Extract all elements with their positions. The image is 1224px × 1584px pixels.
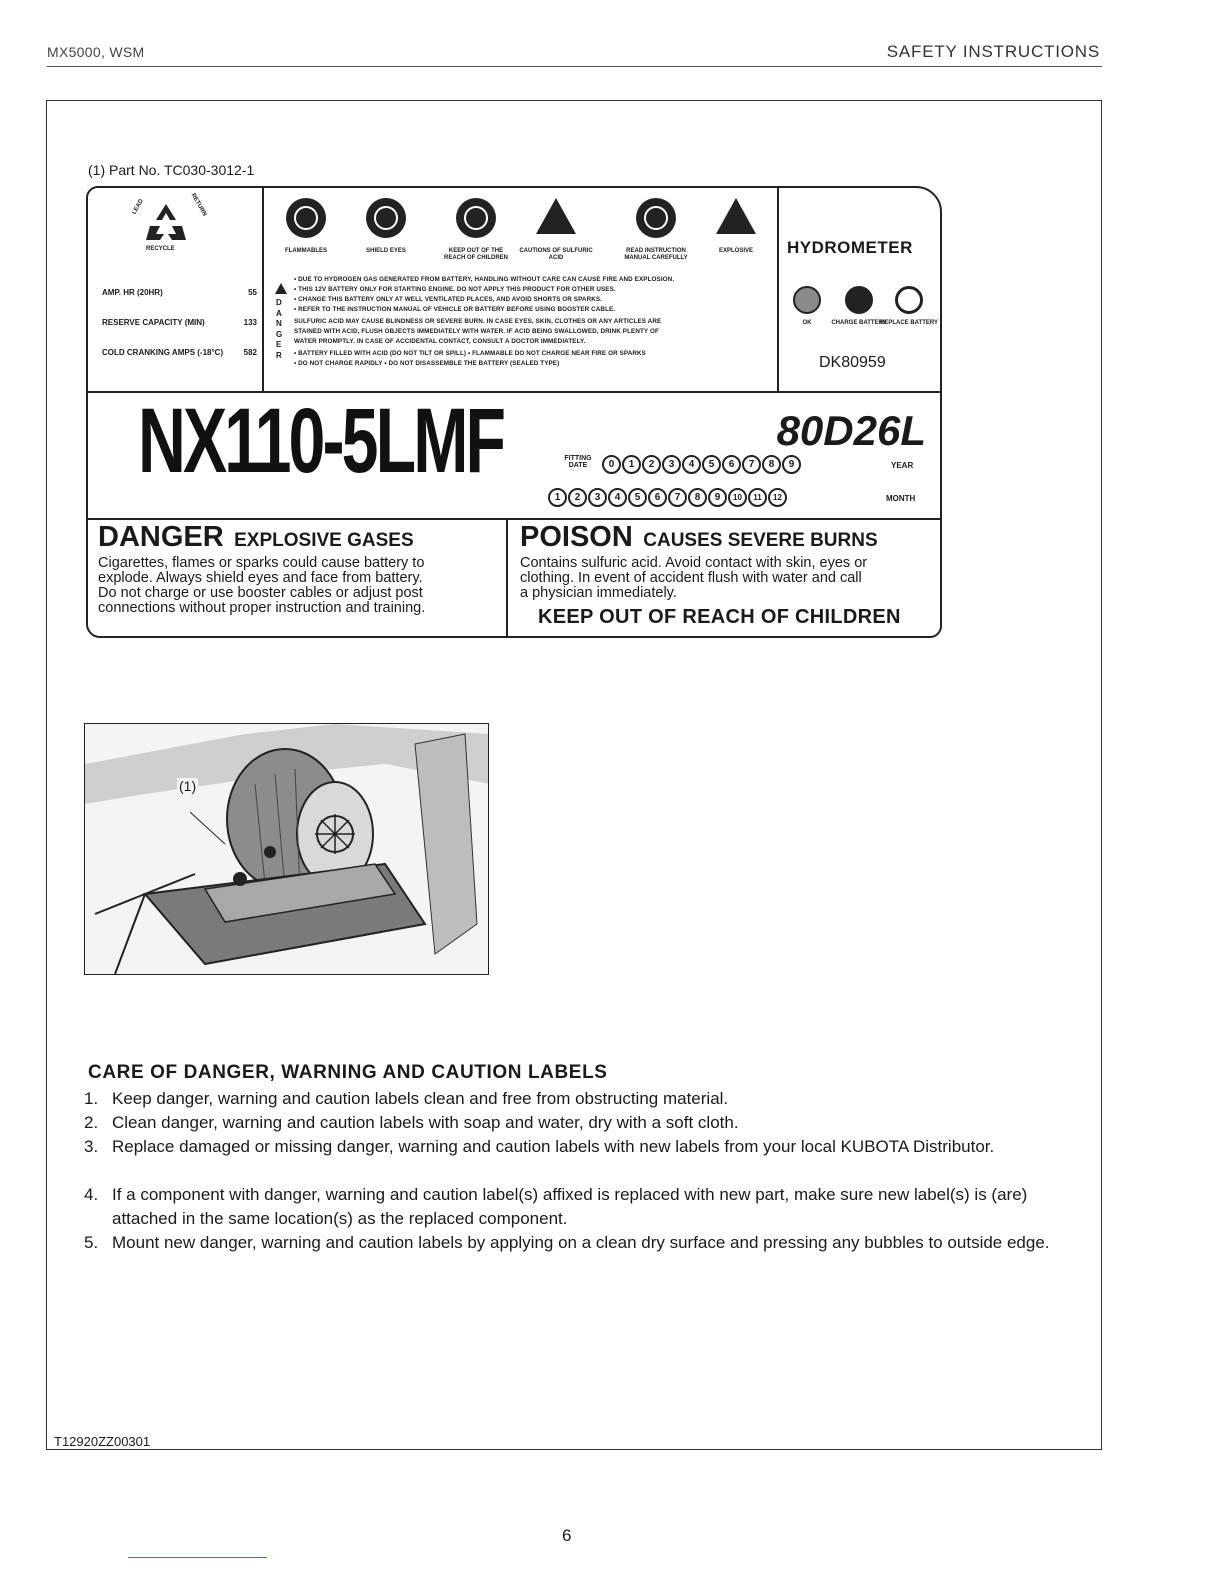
danger-body-line: Cigarettes, flames or sparks could cause battery to bbox=[98, 555, 425, 571]
care-list-item bbox=[84, 1087, 1084, 1111]
lead-caption: LEAD bbox=[131, 198, 145, 216]
danger-vertical-label: DANGER bbox=[276, 298, 283, 360]
spec-value: 55 bbox=[248, 288, 257, 297]
header-divider bbox=[47, 66, 1102, 67]
danger-line: • CHANGE THIS BATTERY ONLY AT WELL VENTILATED PLACES, AND AVOID SHORTS OR SPARKS. bbox=[294, 296, 603, 303]
year-label: YEAR bbox=[891, 461, 914, 470]
hydrometer-ok-indicator bbox=[793, 286, 821, 314]
danger-line: STAINED WITH ACID, FLUSH OBJECTS IMMEDIATELY WITH WATER. IF ACID BEING SWALLOWED, DRINK PLENTY OF bbox=[294, 328, 659, 335]
care-item-number: 5. bbox=[84, 1233, 99, 1252]
spec-value: 133 bbox=[243, 318, 257, 327]
header-doc-title: MX5000, WSM bbox=[47, 44, 145, 60]
pictogram-caption: EXPLOSIVE bbox=[718, 248, 753, 254]
danger-line: • BATTERY FILLED WITH ACID (DO NOT TILT OR SPILL) • FLAMMABLE DO NOT CHARGE NEAR FIRE OR SPARKS bbox=[294, 350, 646, 357]
month-digit-circle: 2 bbox=[568, 488, 587, 507]
hydrometer-state-label: REPLACE BATTERY bbox=[879, 320, 938, 326]
fitting-date-label: FITTING DATE bbox=[564, 455, 592, 469]
care-heading: CARE OF DANGER, WARNING AND CAUTION LABELS bbox=[88, 1062, 608, 1083]
danger-body bbox=[98, 556, 503, 616]
pictogram-caption: FLAMMABLES bbox=[285, 248, 327, 254]
footer-link-line bbox=[128, 1557, 267, 1558]
spec-row bbox=[102, 348, 257, 357]
care-list-item bbox=[84, 1231, 1084, 1255]
read-manual-icon bbox=[636, 198, 676, 238]
spec-value: 582 bbox=[243, 348, 257, 357]
battery-size-code: 80D26L bbox=[776, 407, 926, 454]
care-item-number: 1. bbox=[84, 1089, 99, 1108]
hydrometer-panel bbox=[779, 188, 940, 393]
poison-panel bbox=[508, 520, 940, 636]
recycle-icon bbox=[142, 200, 190, 244]
danger-body-line: connections without proper instruction and training. bbox=[98, 600, 426, 616]
month-digit-circle: 4 bbox=[608, 488, 627, 507]
month-digit-circle: 7 bbox=[668, 488, 687, 507]
year-digit-circle: 2 bbox=[642, 455, 661, 474]
document-id: T12920ZZ00301 bbox=[54, 1434, 151, 1449]
spec-name: AMP. HR (20HR) bbox=[102, 288, 163, 297]
danger-explosive-panel bbox=[88, 520, 508, 636]
month-digit-circle: 8 bbox=[688, 488, 707, 507]
month-digit-circle: 12 bbox=[768, 488, 787, 507]
danger-line: • DO NOT CHARGE RAPIDLY • DO NOT DISASSEMBLE THE BATTERY (SEALED TYPE) bbox=[294, 360, 560, 367]
month-label: MONTH bbox=[886, 494, 916, 503]
model-panel bbox=[88, 390, 940, 520]
battery-location-photo bbox=[84, 723, 489, 975]
pictogram-caption: SHIELD EYES bbox=[366, 248, 406, 254]
danger-line: • DUE TO HYDROGEN GAS GENERATED FROM BATTERY, HANDLING WITHOUT CARE CAN CAUSE FIRE AND EXPLOSION. bbox=[294, 276, 675, 283]
year-digit-circle: 6 bbox=[722, 455, 741, 474]
danger-line: • REFER TO THE INSTRUCTION MANUAL OF VEHICLE OR BATTERY BEFORE USING BOOSTER CABLE. bbox=[294, 306, 616, 313]
danger-line: WATER PROMPTLY. IN CASE OF ACCIDENTAL CONTACT, CONSULT A DOCTOR IMMEDIATELY. bbox=[294, 338, 586, 345]
flammables-icon bbox=[286, 198, 326, 238]
battery-label bbox=[86, 186, 942, 638]
year-digit-circle: 3 bbox=[662, 455, 681, 474]
hydrometer-title: HYDROMETER bbox=[787, 238, 913, 257]
poison-body-line: clothing. In event of accident flush with water and call bbox=[520, 570, 862, 586]
photo-callout-label: (1) bbox=[179, 778, 197, 794]
year-digit-circle: 0 bbox=[602, 455, 621, 474]
battery-model: NX110-5LMF bbox=[138, 390, 504, 492]
year-digit-circle: 1 bbox=[622, 455, 641, 474]
explosive-icon bbox=[716, 198, 756, 234]
care-item-text: Replace damaged or missing danger, warning and caution labels with new labels from your local KUBOTA Distributor. bbox=[112, 1137, 995, 1156]
month-digit-circle: 9 bbox=[708, 488, 727, 507]
danger-line: SULFURIC ACID MAY CAUSE BLINDNESS OR SEVERE BURN. IN CASE EYES, SKIN, CLOTHES OR ANY ARTICLES ARE bbox=[294, 318, 662, 325]
poison-body-line: Contains sulfuric acid. Avoid contact with skin, eyes or bbox=[520, 555, 868, 571]
keep-out-of-reach-text: KEEP OUT OF REACH OF CHILDREN bbox=[538, 606, 901, 628]
pictogram-caption: CAUTIONS OF SULFURIC ACID bbox=[519, 248, 593, 261]
care-item-text: If a component with danger, warning and caution label(s) affixed is replaced with new part, make sure new label(s) is (are) attached in the same location(s) as the replaced component. bbox=[112, 1185, 1028, 1228]
care-list-item bbox=[84, 1183, 1084, 1231]
care-list-item bbox=[84, 1111, 1084, 1135]
spec-name: COLD CRANKING AMPS (-18°C) bbox=[102, 348, 224, 357]
hydrometer-code: DK80959 bbox=[819, 354, 886, 371]
hydrometer-replace-indicator bbox=[895, 286, 923, 314]
month-digits bbox=[548, 488, 788, 507]
recycle-caption: RECYCLE bbox=[146, 246, 175, 252]
return-caption: RETURN bbox=[189, 192, 208, 218]
danger-subtitle: EXPLOSIVE GASES bbox=[234, 530, 414, 551]
danger-title: DANGER bbox=[98, 521, 224, 553]
danger-line: • THIS 12V BATTERY ONLY FOR STARTING ENGINE. DO NOT APPLY THIS PRODUCT FOR OTHER USES. bbox=[294, 286, 616, 293]
poison-body-line: a physician immediately. bbox=[520, 585, 677, 601]
care-item-number: 2. bbox=[84, 1113, 99, 1132]
part-number-caption: (1) Part No. TC030-3012-1 bbox=[88, 162, 255, 178]
poison-title: POISON bbox=[520, 521, 633, 553]
danger-heading bbox=[98, 522, 414, 557]
shield-eyes-icon bbox=[366, 198, 406, 238]
year-digit-circle: 9 bbox=[782, 455, 801, 474]
year-digit-circle: 4 bbox=[682, 455, 701, 474]
hydrometer-state-label: CHARGE BATTERY bbox=[831, 320, 887, 326]
page-number: 6 bbox=[562, 1526, 572, 1545]
label-specs-panel bbox=[88, 188, 264, 393]
danger-body-line: Do not charge or use booster cables or adjust post bbox=[98, 585, 423, 601]
care-item-text: Clean danger, warning and caution labels with soap and water, dry with a soft cloth. bbox=[112, 1113, 739, 1132]
battery-compartment-illustration bbox=[85, 724, 489, 975]
care-item-number: 3. bbox=[84, 1137, 99, 1156]
month-digit-circle: 11 bbox=[748, 488, 767, 507]
spec-row bbox=[102, 318, 257, 327]
year-digit-circle: 7 bbox=[742, 455, 761, 474]
label-warnings-panel bbox=[264, 188, 779, 393]
month-digit-circle: 3 bbox=[588, 488, 607, 507]
month-digit-circle: 5 bbox=[628, 488, 647, 507]
month-digit-circle: 1 bbox=[548, 488, 567, 507]
poison-heading bbox=[520, 522, 878, 557]
month-digit-circle: 6 bbox=[648, 488, 667, 507]
danger-warning-triangle-icon bbox=[275, 283, 287, 294]
poison-body bbox=[520, 556, 932, 601]
keep-out-of-reach-icon bbox=[456, 198, 496, 238]
care-item-text: Keep danger, warning and caution labels clean and free from obstructing material. bbox=[112, 1089, 729, 1108]
spec-row bbox=[102, 288, 257, 297]
care-list-item bbox=[84, 1135, 1084, 1159]
year-digits bbox=[602, 455, 802, 474]
care-item-text: Mount new danger, warning and caution labels by applying on a clean dry surface and pressing any bubbles to outside edge. bbox=[112, 1233, 1050, 1252]
caution-acid-icon bbox=[536, 198, 576, 234]
pictogram-caption: READ INSTRUCTION MANUAL CAREFULLY bbox=[624, 248, 688, 261]
care-item-number: 4. bbox=[84, 1185, 99, 1204]
year-digit-circle: 5 bbox=[702, 455, 721, 474]
pictogram-caption: KEEP OUT OF THE REACH OF CHILDREN bbox=[444, 248, 508, 261]
danger-body-line: explode. Always shield eyes and face from battery. bbox=[98, 570, 423, 586]
hydrometer-state-label: OK bbox=[802, 320, 812, 326]
month-digit-circle: 10 bbox=[728, 488, 747, 507]
hydrometer-charge-indicator bbox=[845, 286, 873, 314]
spec-name: RESERVE CAPACITY (MIN) bbox=[102, 318, 205, 327]
poison-subtitle: CAUSES SEVERE BURNS bbox=[643, 530, 878, 551]
header-section-title: SAFETY INSTRUCTIONS bbox=[886, 42, 1100, 61]
year-digit-circle: 8 bbox=[762, 455, 781, 474]
